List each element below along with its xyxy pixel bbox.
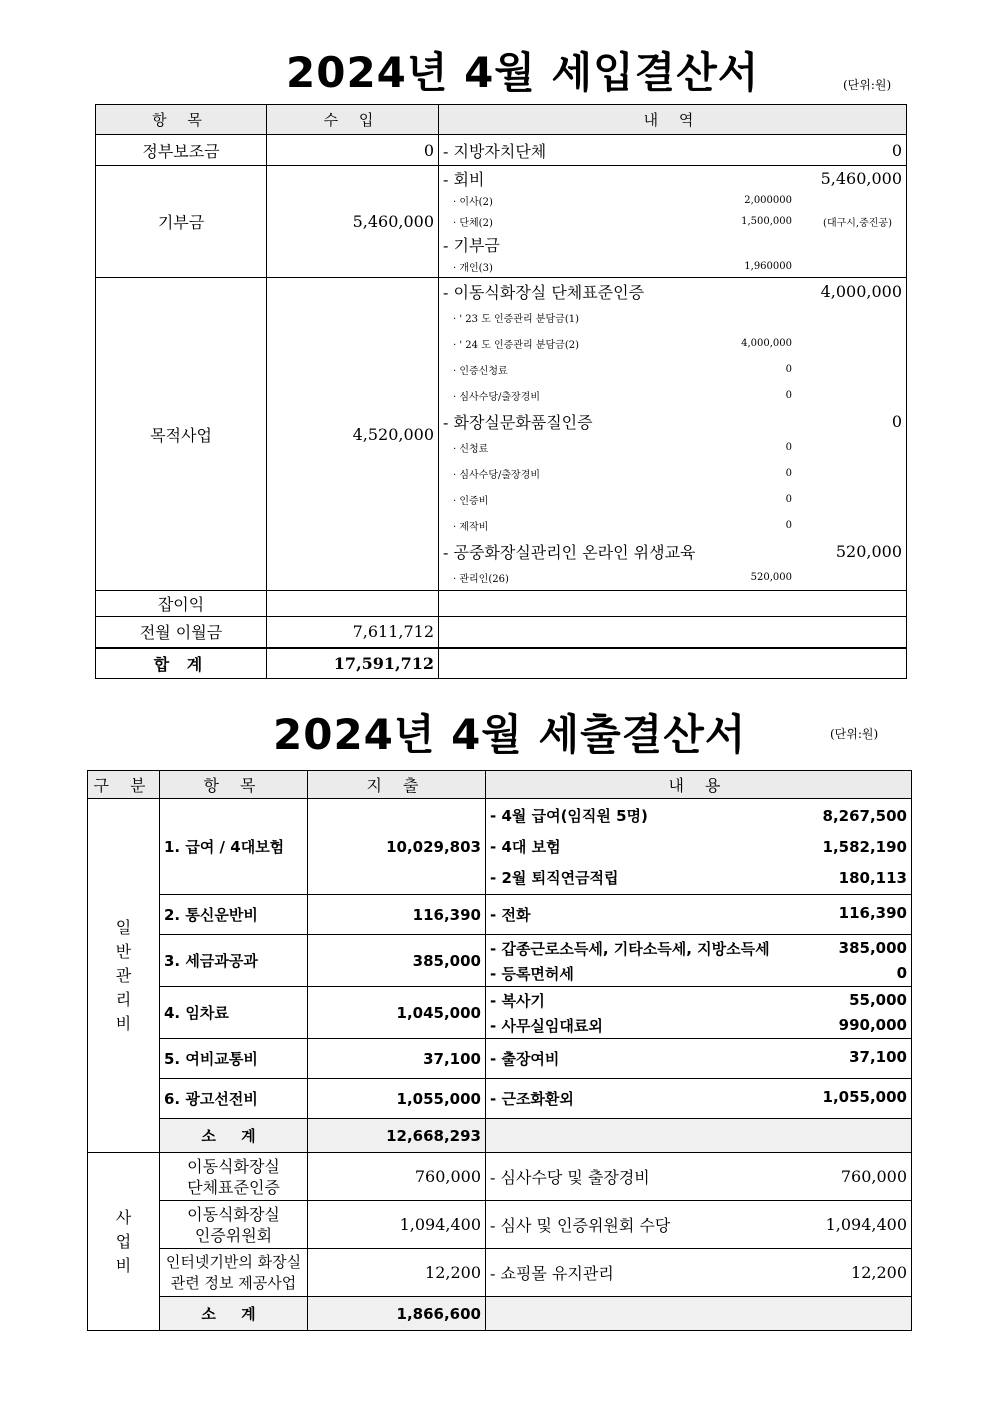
gen-r3-item: 3. 세금과공과 [160,935,308,987]
gen-cat-char: 일 [115,917,132,937]
bus-cat-char: 업 [115,1231,132,1251]
gen-r5-amount: 37,100 [308,1039,486,1079]
purpose-sub1: · ' 23 도 인증관리 분담금(1) [453,313,579,325]
purpose-sub8: · 제작비 [453,521,489,533]
gen-r1-d2: - 4대 보험 [490,838,561,856]
bus-r3-d1: - 쇼핑몰 유지관리 [490,1264,614,1283]
bus-r1-detail [486,1153,912,1201]
gov-detail-label: - 지방자치단체 [443,141,547,161]
gen-r6-amount: 1,055,000 [308,1079,486,1119]
gen-r6-detail [486,1079,912,1119]
gen-r2-d1-amount: 116,390 [838,904,907,922]
gen-r6-d1-amount: 1,055,000 [822,1088,907,1106]
donation-line1: - 회비 [443,169,485,189]
purpose-sub2-amount: 4,000,000 [741,337,792,349]
gen-r4-d1: - 복사기 [490,991,545,1010]
purpose-sub6: · 심사수당/출장경비 [453,469,541,481]
gov-detail-amount: 0 [891,140,902,160]
purpose-line2-amount: 0 [891,411,902,431]
purpose-sub5: · 신청료 [453,443,489,455]
gen-r2-amount: 116,390 [308,895,486,935]
purpose-sub7-amount: 0 [785,493,792,505]
gen-subtotal-label: 소 계 [160,1119,308,1153]
expense-title: 2024년 4월 세출결산서 [273,710,747,759]
bus-r1-d1-amount: 760,000 [840,1167,907,1186]
purpose-line1: - 이동식화장실 단체표준인증 [443,282,645,302]
carry-detail [439,617,907,648]
donation-sub3: · 개인(3) [453,263,493,274]
donation-sub2-note: (대구시,중진공) [823,218,892,229]
exp-header-amount: 지 출 [308,771,486,799]
misc-amount [267,591,439,617]
purpose-detail [439,278,907,591]
income-unit: (단위:원) [843,78,892,92]
gov-item: 정부보조금 [96,135,267,166]
bus-r3-detail [486,1249,912,1297]
bus-subtotal-detail [486,1297,912,1331]
bus-cat-char: 비 [115,1255,132,1275]
purpose-sub3: · 인증신청료 [453,365,508,377]
gen-r1-item: 1. 급여 / 4대보험 [160,799,308,895]
bus-r2-item2: 인증위원회 [194,1225,273,1245]
bus-r2-item1: 이동식화장실 [187,1204,280,1224]
gen-r4-amount: 1,045,000 [308,987,486,1039]
purpose-item: 목적사업 [96,278,267,591]
income-table [95,104,907,679]
income-total-detail [439,648,907,679]
bus-r3-d1-amount: 12,200 [851,1263,907,1282]
gen-r3-d1-amount: 385,000 [838,939,907,957]
donation-sub2-amount: 1,500,000 [741,216,792,227]
bus-r1-item [160,1153,308,1201]
bus-r1-item2: 단체표준인증 [187,1177,280,1197]
bus-r3-item1: 인터넷기반의 화장실 [165,1252,302,1271]
purpose-amount: 4,520,000 [267,278,439,591]
income-total-label: 합 계 [96,648,267,679]
donation-sub2: · 단체(2) [453,218,493,229]
donation-amount: 5,460,000 [267,166,439,278]
donation-sub1-amount: 2,000000 [744,195,792,206]
gen-r4-d2-amount: 990,000 [838,1016,907,1034]
header-detail: 내 역 [439,105,907,135]
header-item: 항 목 [96,105,267,135]
purpose-sub2: · ' 24 도 인증관리 분담금(2) [453,339,579,351]
bus-r1-amount: 760,000 [308,1153,486,1201]
gen-r1-d3: - 2월 퇴직연금적립 [490,869,619,887]
bus-r1-item1: 이동식화장실 [187,1156,280,1176]
purpose-sub6-amount: 0 [785,467,792,479]
gen-r2-detail [486,895,912,935]
expense-table [87,770,912,1331]
gen-cat-char: 리 [115,989,132,1009]
purpose-sub7: · 인증비 [453,495,489,507]
business-category [88,1153,160,1331]
purpose-line3: - 공중화장실관리인 온라인 위생교육 [443,542,696,562]
bus-r1-d1: - 심사수당 및 출장경비 [490,1168,650,1187]
purpose-sub9: · 관리인(26) [453,573,509,585]
exp-header-item: 항 목 [160,771,308,799]
purpose-sub3-amount: 0 [785,363,792,375]
purpose-sub5-amount: 0 [785,441,792,453]
gov-detail [439,135,907,166]
purpose-sub9-amount: 520,000 [750,571,792,583]
bus-r2-d1-amount: 1,094,400 [825,1215,907,1234]
exp-header-detail: 내 용 [486,771,912,799]
bus-r3-amount: 12,200 [308,1249,486,1297]
carry-amount: 7,611,712 [267,617,439,648]
gen-r4-detail [486,987,912,1039]
gen-r3-d2: - 등록면허세 [490,964,574,983]
expense-unit: (단위:원) [830,727,879,741]
gen-cat-char: 반 [115,941,132,961]
gen-r1-d2-amount: 1,582,190 [822,837,907,856]
gen-r5-d1: - 출장여비 [490,1050,560,1068]
gen-r4-d2: - 사무실임대료외 [490,1016,603,1035]
purpose-line3-amount: 520,000 [835,541,902,561]
bus-cat-char: 사 [115,1207,132,1227]
donation-item: 기부금 [96,166,267,278]
gen-r1-amount: 10,029,803 [308,799,486,895]
income-total-amount: 17,591,712 [267,648,439,679]
gen-r5-d1-amount: 37,100 [849,1048,907,1066]
gen-r6-item: 6. 광고선전비 [160,1079,308,1119]
bus-subtotal-amount: 1,866,600 [308,1297,486,1331]
gen-subtotal-amount: 12,668,293 [308,1119,486,1153]
gen-r5-detail [486,1039,912,1079]
purpose-sub4-amount: 0 [785,389,792,401]
bus-r2-detail [486,1201,912,1249]
purpose-line1-amount: 4,000,000 [820,281,902,301]
gen-r1-d1-amount: 8,267,500 [822,806,907,825]
bus-subtotal-label: 소 계 [160,1297,308,1331]
gen-r2-d1: - 전화 [490,906,531,924]
gen-cat-char: 비 [115,1013,132,1033]
misc-item: 잡이익 [96,591,267,617]
gen-r3-amount: 385,000 [308,935,486,987]
purpose-line2: - 화장실문화품질인증 [443,412,593,432]
gov-amount: 0 [267,135,439,166]
bus-r3-item2: 관련 정보 제공사업 [170,1273,297,1292]
general-category [88,799,160,1153]
misc-detail [439,591,907,617]
exp-header-category: 구 분 [88,771,160,799]
gen-r5-item: 5. 여비교통비 [160,1039,308,1079]
gen-r4-d1-amount: 55,000 [849,991,907,1009]
bus-r2-d1: - 심사 및 인증위원회 수당 [490,1216,671,1235]
donation-line1-amount: 5,460,000 [820,168,902,188]
gen-r3-d1: - 갑종근로소득세, 기타소득세, 지방소득세 [490,939,770,958]
purpose-sub4: · 심사수당/출장경비 [453,391,541,403]
gen-r3-detail [486,935,912,987]
gen-cat-char: 관 [115,965,132,985]
gen-r4-item: 4. 임차료 [160,987,308,1039]
purpose-sub8-amount: 0 [785,519,792,531]
gen-r2-item: 2. 통신운반비 [160,895,308,935]
bus-r2-item [160,1201,308,1249]
header-income: 수 입 [267,105,439,135]
bus-r2-amount: 1,094,400 [308,1201,486,1249]
donation-sub3-amount: 1,960000 [744,261,792,272]
gen-subtotal-detail [486,1119,912,1153]
gen-r1-d3-amount: 180,113 [838,868,907,887]
gen-r1-d1: - 4월 급여(임직원 5명) [490,807,648,825]
donation-line2: - 기부금 [443,235,500,255]
income-title: 2024년 4월 세입결산서 [286,48,760,97]
carry-item: 전월 이월금 [96,617,267,648]
gen-r3-d2-amount: 0 [896,964,907,982]
donation-sub1: · 이사(2) [453,197,493,208]
gen-r6-d1: - 근조화환외 [490,1090,574,1108]
donation-detail [439,166,907,278]
bus-r3-item [160,1249,308,1297]
gen-r1-detail [486,799,912,895]
